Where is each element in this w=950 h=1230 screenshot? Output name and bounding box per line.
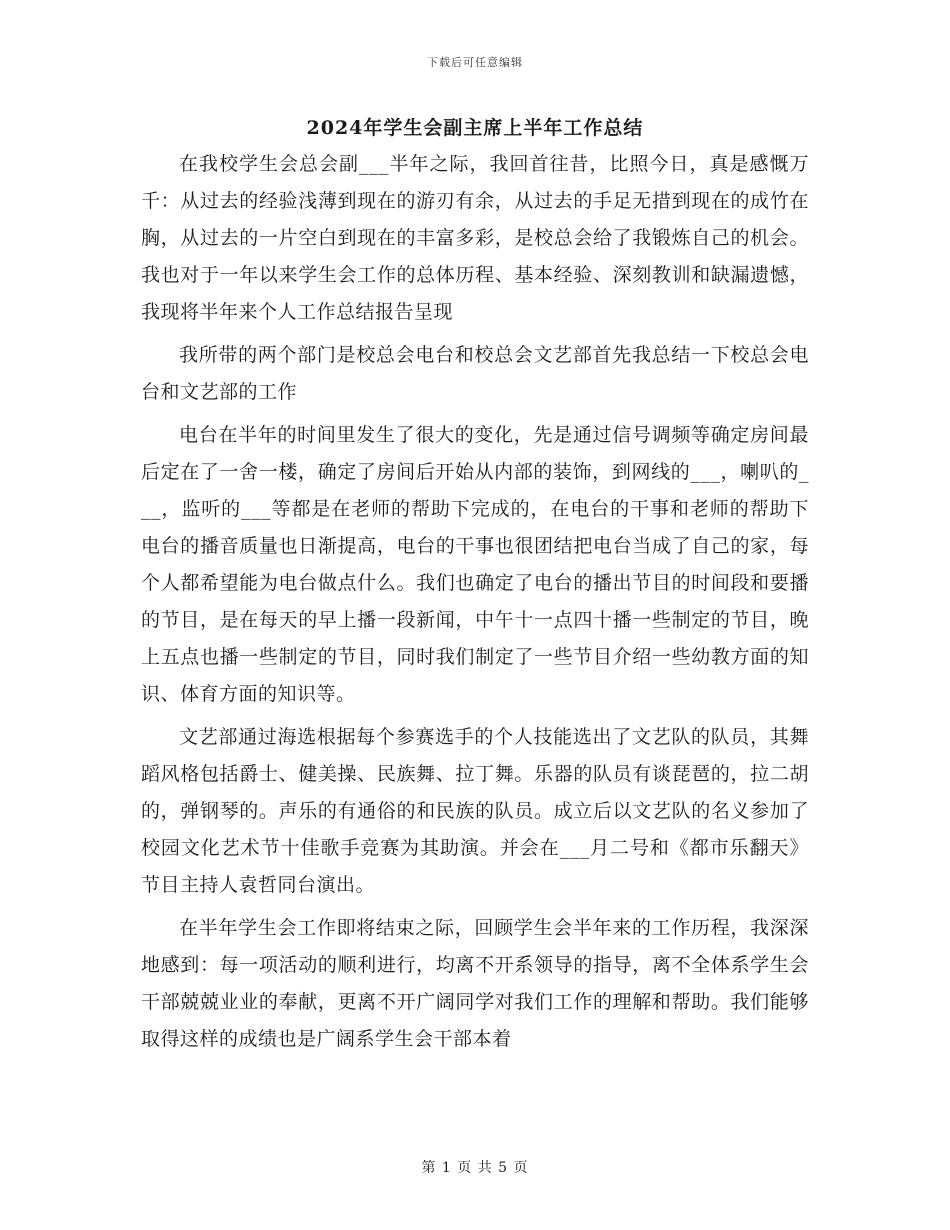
paragraph-arts-department: 文艺部通过海选根据每个参赛选手的个人技能选出了文艺队的队员，其舞蹈风格包括爵士、健美操、民族舞、拉丁舞。乐器的队员有谈琵琶的，拉二胡的，弹钢琴的。声乐的有通俗的和民族的队员。成立后以文艺队的名义参加了校园文化艺术节十佳歌手竞赛为其助演。并会在___月二号和《都市乐翻天》节目主持人袁哲同台演出。: [141, 726, 809, 896]
paragraph-radio-station: 电台在半年的时间里发生了很大的变化，先是通过信号调频等确定房间最后定在了一舍一楼，确定了房间后开始从内部的装饰，到网线的___，喇叭的___，监听的___等都是在老师的帮助下完成的，在电台的干事和老师的帮助下电台的播音质量也日渐提高，电台的干事也很团结把电台当成了自己的家，每个人都希望能为电台做点什么。我们也确定了电台的播出节目的时间段和要播的节目，是在每天的早上播一段新闻，中午十一点四十播一些制定的节目，晚上五点也播一些制定的节目，同时我们制定了一些节目介绍一些幼教方面的知识、体育方面的知识等。: [141, 424, 809, 705]
document-body: [141, 146, 809, 1064]
document-title: 2024年学生会副主席上半年工作总结: [306, 117, 644, 139]
paragraph-reflection: 在半年学生会工作即将结束之际，回顾学生会半年来的工作历程，我深深地感到：每一项活动的顺利进行，均离不开系领导的指导，离不全体系学生会干部兢兢业业的奉献，更离不开广阔同学对我们工作的理解和帮助。我们能够取得这样的成绩也是广阔系学生会干部本着: [141, 917, 809, 1050]
header-note: 下载后可任意编辑: [427, 56, 523, 69]
paragraph-intro: 在我校学生会总会副___半年之际，我回首往昔，比照今日，真是感慨万千：从过去的经验浅薄到现在的游刃有余，从过去的手足无措到现在的成竹在胸，从过去的一片空白到现在的丰富多彩，是校总会给了我锻炼自己的机会。我也对于一年以来学生会工作的总体历程、基本经验、深刻教训和缺漏遗憾，我现将半年来个人工作总结报告呈现: [141, 153, 809, 323]
page-indicator: 第 1 页 共 5 页: [421, 1160, 529, 1176]
paragraph-departments: 我所带的两个部门是校总会电台和校总会文艺部首先我总结一下校总会电台和文艺部的工作: [141, 344, 809, 403]
